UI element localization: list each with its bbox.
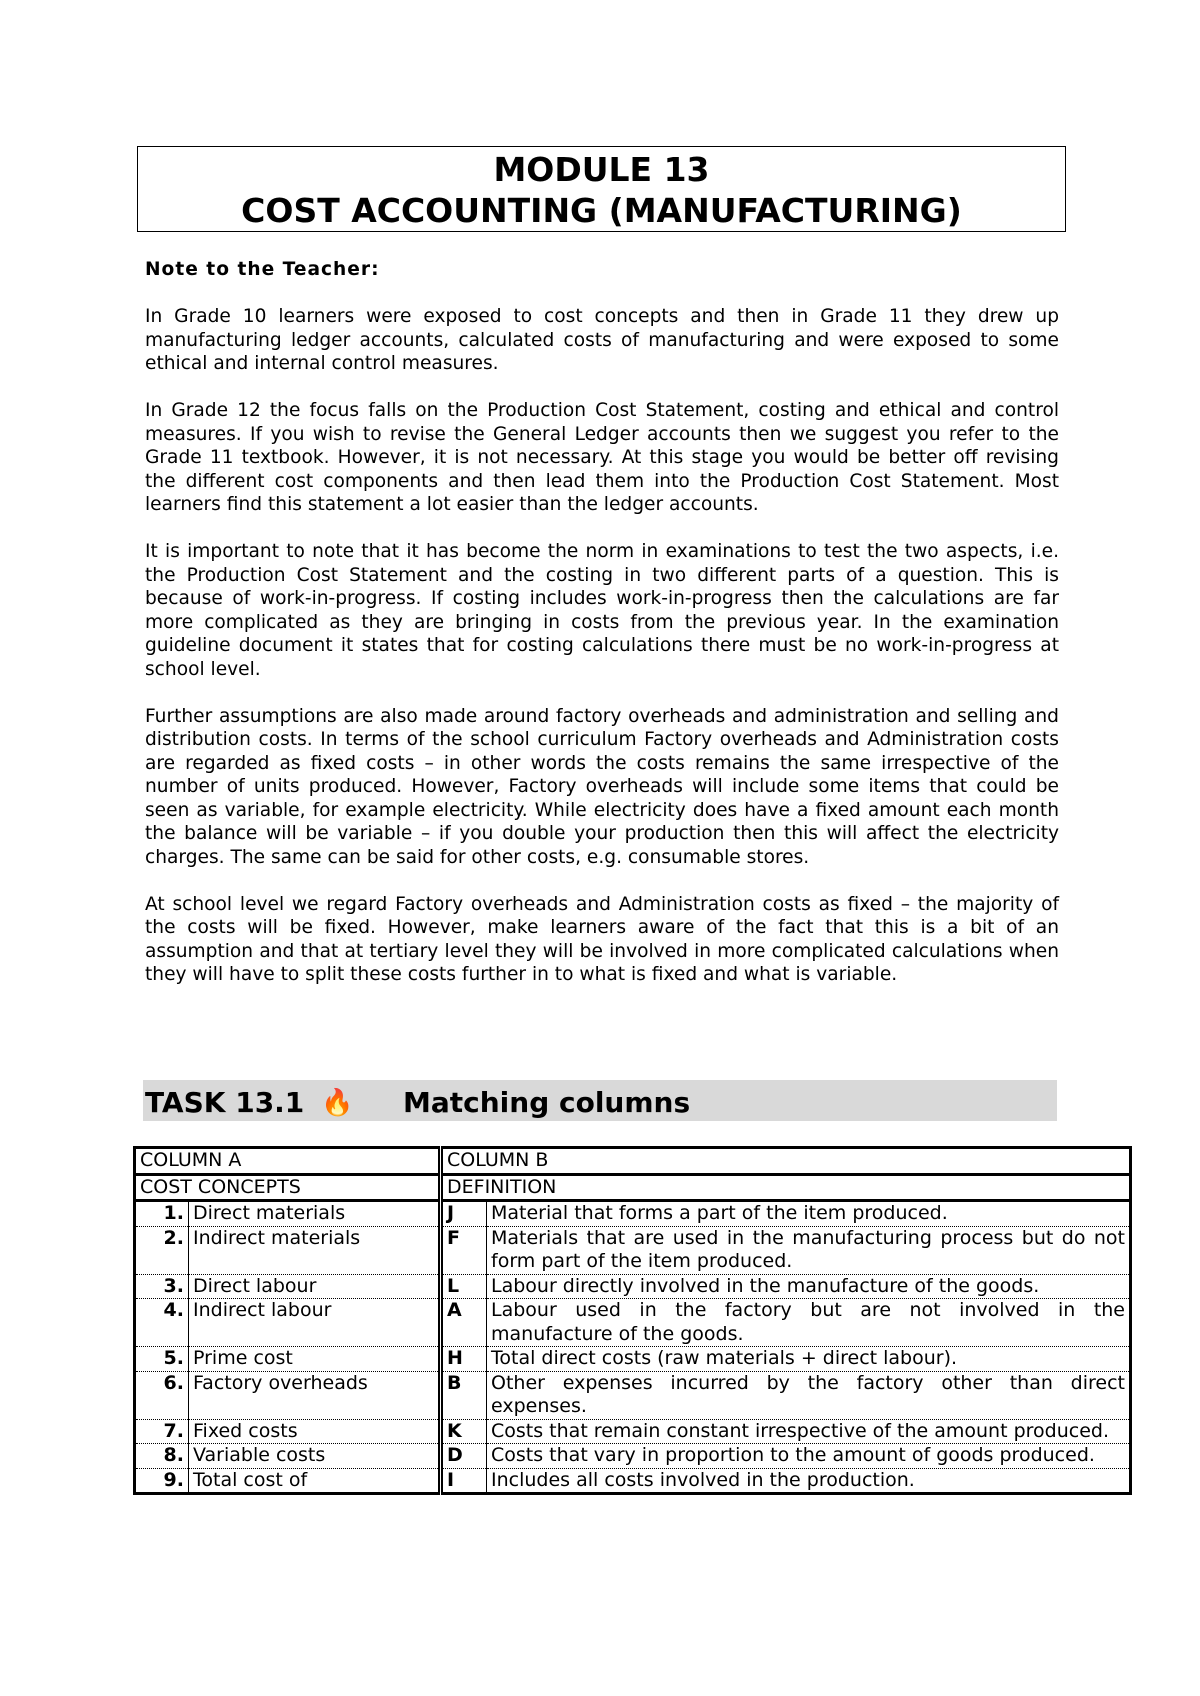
row-letter: A <box>441 1299 487 1347</box>
paragraph-4: Further assumptions are also made around factory overheads and administration and selling and distribution costs. In terms of the school curriculum Factory overheads and Administration costs are regarded as fixed costs – in other words the costs remains the same irrespective of the number of units produced. However, Factory overheads will include some items that could be seen as variable, for example electricity. While electricity does have a fixed amount each month the balance will be variable – if you double your production then this will affect the electricity charges. The same can be said for other costs, e.g. consumable stores. <box>145 705 1059 868</box>
paragraph-3: It is important to note that it has become the norm in examinations to test the two aspects, i.e. the Production Cost Statement and the costing in two different parts of a question. This is because of work-in-progress. If costing includes work-in-progress then the calculations are far more complicated as they are bringing in costs from the previous year. In the examination guideline document it states that for costing calculations there must be no work-in-progress at school level. <box>145 541 1059 680</box>
row-letter: B <box>441 1371 487 1419</box>
flame-icon: 🔥 <box>321 1088 354 1118</box>
row-letter: D <box>441 1444 487 1469</box>
row-number: 6. <box>135 1371 189 1419</box>
table-row <box>135 1226 1131 1274</box>
table-row <box>135 1347 1131 1372</box>
row-letter: I <box>441 1468 487 1494</box>
row-definition: Includes all costs involved in the production. <box>487 1468 1131 1494</box>
paragraph-2: In Grade 12 the focus falls on the Production Cost Statement, costing and ethical and control measures. If you wish to revise the General Ledger accounts then we suggest you refer to the Grade 11 textbook. However, it is not necessary. At this stage you would be better off revising the different cost components and then lead them into the Production Cost Statement. Most learners find this statement a lot easier than the ledger accounts. <box>145 400 1059 515</box>
table-row <box>135 1299 1131 1347</box>
task-name: Matching columns <box>403 1086 691 1119</box>
row-definition: Materials that are used in the manufacturing process but do not form part of the item produced. <box>487 1226 1131 1274</box>
paragraph-5: At school level we regard Factory overheads and Administration costs as fixed – the majority of the costs will be fixed. However, make learners aware of the fact that this is a bit of an assumption and that at tertiary level they will be involved in more complicated calculations when they will have to split these costs further in to what is fixed and what is variable. <box>145 893 1059 985</box>
row-number: 4. <box>135 1299 189 1347</box>
column-a-header: COLUMN A <box>135 1148 441 1175</box>
task-number: TASK 13.1 <box>145 1086 305 1119</box>
row-number: 2. <box>135 1226 189 1274</box>
row-letter: L <box>441 1274 487 1299</box>
column-a-subheader: COST CONCEPTS <box>135 1174 441 1201</box>
row-number: 3. <box>135 1274 189 1299</box>
row-number: 9. <box>135 1468 189 1494</box>
row-concept: Indirect labour <box>189 1299 441 1347</box>
row-concept: Prime cost <box>189 1347 441 1372</box>
task-heading <box>143 1080 1057 1121</box>
row-definition: Costs that remain constant irrespective of the amount produced. <box>487 1419 1131 1444</box>
row-letter: H <box>441 1347 487 1372</box>
row-number: 8. <box>135 1444 189 1469</box>
row-letter: F <box>441 1226 487 1274</box>
matching-table <box>133 1146 1132 1495</box>
module-title: COST ACCOUNTING (MANUFACTURING) <box>241 191 962 230</box>
row-definition: Labour used in the factory but are not involved in the manufacture of the goods. <box>487 1299 1131 1347</box>
row-number: 5. <box>135 1347 189 1372</box>
row-definition: Other expenses incurred by the factory other than direct expenses. <box>487 1371 1131 1419</box>
teacher-note <box>145 258 1059 1010</box>
row-concept: Factory overheads <box>189 1371 441 1419</box>
row-concept: Indirect materials <box>189 1226 441 1274</box>
table-row <box>135 1468 1131 1494</box>
row-concept: Total cost of <box>189 1468 441 1494</box>
paragraph-1: In Grade 10 learners were exposed to cost concepts and then in Grade 11 they drew up manufacturing ledger accounts, calculated costs of manufacturing and were exposed to some ethical and internal control measures. <box>145 306 1059 374</box>
table-row <box>135 1201 1131 1227</box>
row-definition: Costs that vary in proportion to the amount of goods produced. <box>487 1444 1131 1469</box>
table-row <box>135 1371 1131 1419</box>
row-concept: Variable costs <box>189 1444 441 1469</box>
row-definition: Total direct costs (raw materials + direct labour). <box>487 1347 1131 1372</box>
note-heading: Note to the Teacher: <box>145 259 380 280</box>
row-concept: Fixed costs <box>189 1419 441 1444</box>
table-row <box>135 1444 1131 1469</box>
row-definition: Material that forms a part of the item produced. <box>487 1201 1131 1227</box>
row-number: 7. <box>135 1419 189 1444</box>
module-number: MODULE 13 <box>493 150 710 189</box>
row-concept: Direct materials <box>189 1201 441 1227</box>
table-row <box>135 1274 1131 1299</box>
row-letter: K <box>441 1419 487 1444</box>
row-letter: J <box>441 1201 487 1227</box>
column-b-header: COLUMN B <box>441 1148 1131 1175</box>
column-b-subheader: DEFINITION <box>441 1174 1131 1201</box>
module-title-box <box>137 146 1066 232</box>
table-row <box>135 1419 1131 1444</box>
row-concept: Direct labour <box>189 1274 441 1299</box>
row-definition: Labour directly involved in the manufacture of the goods. <box>487 1274 1131 1299</box>
row-number: 1. <box>135 1201 189 1227</box>
